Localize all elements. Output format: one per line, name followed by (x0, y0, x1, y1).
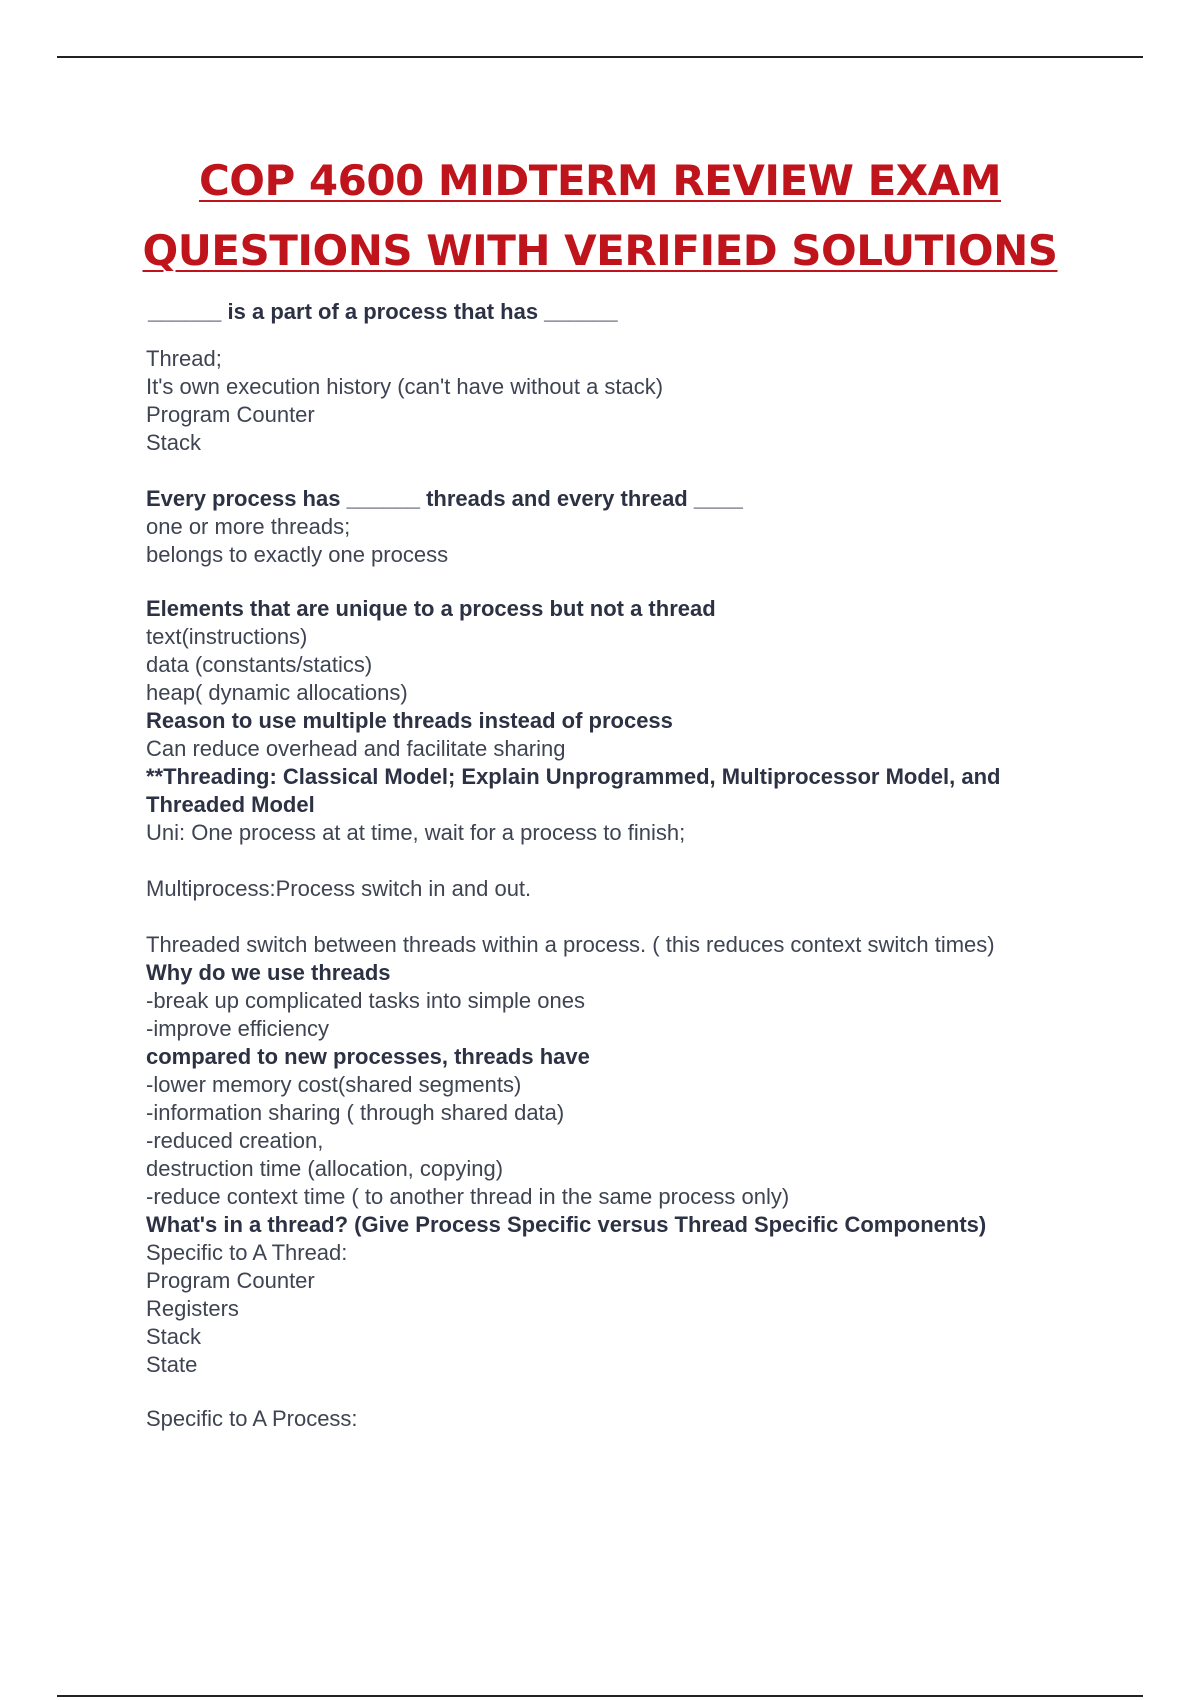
document-title (0, 146, 1200, 286)
answer-line: heap( dynamic allocations) (146, 680, 408, 705)
answer-line: -lower memory cost(shared segments) (146, 1072, 522, 1097)
answer-line: Specific to A Thread: (146, 1240, 348, 1265)
answer-line: Specific to A Process: (146, 1406, 358, 1431)
answer-line: Registers (146, 1296, 239, 1321)
question-text: What's in a thread? (Give Process Specific versus Thread Specific Components) (146, 1212, 987, 1237)
qa-block-5 (146, 931, 1146, 1379)
answer-line: Multiprocess:Process switch in and out. (146, 876, 532, 901)
answer-line: one or more threads; (146, 514, 351, 539)
answer-line: destruction time (allocation, copying) (146, 1156, 504, 1181)
answer-line: -break up complicated tasks into simple ones (146, 988, 585, 1013)
qa-block-2 (146, 485, 1146, 569)
question-text: Threaded Model (146, 792, 315, 817)
answer-line: Program Counter (146, 1268, 315, 1293)
qa-block-3 (146, 595, 1146, 847)
qa-block-4 (146, 875, 1146, 903)
question-text: Every process has ______ threads and every thread ____ (146, 486, 743, 511)
answer-block-1 (146, 345, 1146, 457)
answer-line: Can reduce overhead and facilitate sharing (146, 736, 566, 761)
answer-line: Program Counter (146, 402, 315, 427)
answer-line: Thread; (146, 346, 222, 371)
answer-line: -reduced creation, (146, 1128, 324, 1153)
answer-line: text(instructions) (146, 624, 308, 649)
answer-line: Stack (146, 1324, 202, 1349)
title-line-2: QUESTIONS WITH VERIFIED SOLUTIONS (142, 226, 1058, 275)
top-rule (57, 56, 1143, 58)
question-text: ______ is a part of a process that has ______ (148, 299, 618, 324)
answer-line: data (constants/statics) (146, 652, 373, 677)
title-line-1: COP 4600 MIDTERM REVIEW EXAM (198, 156, 1001, 205)
bottom-rule (57, 1695, 1143, 1697)
answer-line: -improve efficiency (146, 1016, 329, 1041)
answer-line: belongs to exactly one process (146, 542, 449, 567)
answer-line: -information sharing ( through shared data) (146, 1100, 565, 1125)
answer-line: -reduce context time ( to another thread in the same process only) (146, 1184, 790, 1209)
qa-block-1 (146, 298, 1146, 326)
question-text: Elements that are unique to a process but not a thread (146, 596, 716, 621)
question-text: **Threading: Classical Model; Explain Unprogrammed, Multiprocessor Model, and (146, 764, 1001, 789)
answer-line: Threaded switch between threads within a process. ( this reduces context switch times) (146, 932, 995, 957)
question-text: Reason to use multiple threads instead of process (146, 708, 673, 733)
question-text: Why do we use threads (146, 960, 391, 985)
question-text: compared to new processes, threads have (146, 1044, 590, 1069)
answer-line: State (146, 1352, 198, 1377)
answer-line: Stack (146, 430, 202, 455)
answer-line: Uni: One process at at time, wait for a process to finish; (146, 820, 686, 845)
qa-block-6 (146, 1405, 1146, 1433)
answer-line: It's own execution history (can't have without a stack) (146, 374, 664, 399)
